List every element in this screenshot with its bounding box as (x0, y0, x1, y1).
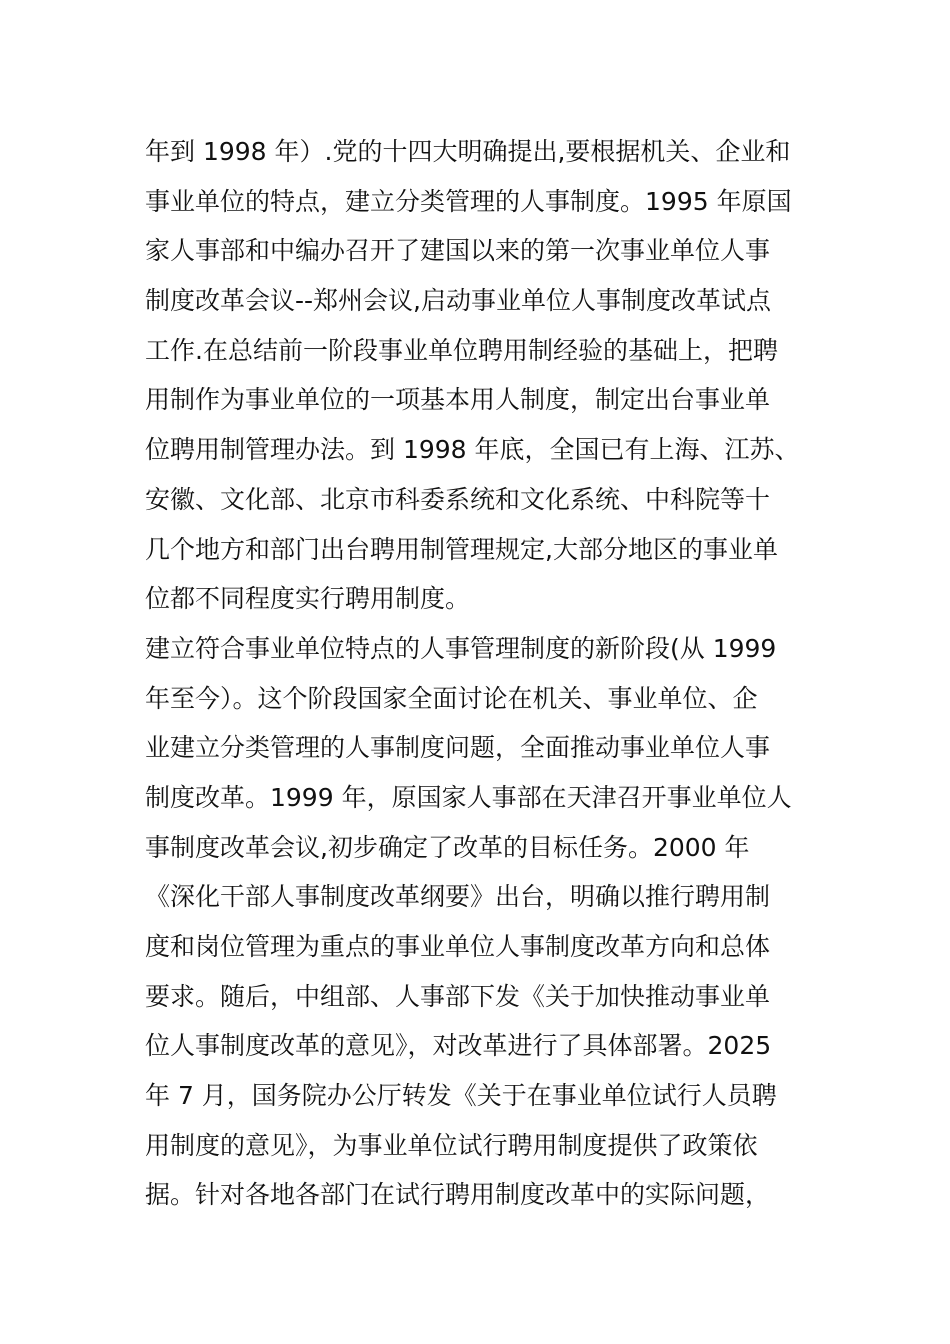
text-line: 几个地方和部门出台聘用制管理规定,大部分地区的事业单 (145, 534, 778, 564)
text-line: 业建立分类管理的人事制度问题，全面推动事业单位人事 (145, 733, 771, 763)
text-line: 事业单位的特点，建立分类管理的人事制度。1995 年原国 (145, 186, 792, 216)
text-line: 位聘用制管理办法。到 1998 年底，全国已有上海、江苏、 (145, 435, 800, 465)
text-line: 据。针对各地各部门在试行聘用制度改革中的实际问题， (145, 1180, 771, 1210)
text-line: 位人事制度改革的意见》，对改革进行了具体部署。2025 (145, 1031, 772, 1061)
body-text (145, 127, 815, 1220)
text-line: 制度改革。1999 年，原国家人事部在天津召开事业单位人 (145, 782, 792, 812)
text-line: 用制度的意见》，为事业单位试行聘用制度提供了政策依 (145, 1130, 758, 1160)
text-line: 制度改革会议--郑州会议,启动事业单位人事制度改革试点 (145, 286, 771, 316)
text-line: 年 7 月，国务院办公厅转发《关于在事业单位试行人员聘 (145, 1081, 777, 1111)
text-line: 安徽、文化部、北京市科委系统和文化系统、中科院等十 (145, 484, 771, 514)
text-line: 事制度改革会议,初步确定了改革的目标任务。2000 年 (145, 832, 750, 862)
text-line: 建立符合事业单位特点的人事管理制度的新阶段(从 1999 (145, 633, 777, 663)
text-line: 度和岗位管理为重点的事业单位人事制度改革方向和总体 (145, 932, 771, 961)
text-line: 位都不同程度实行聘用制度。 (145, 584, 471, 614)
text-line: 年到 1998 年）.党的十四大明确提出,要根据机关、企业和 (145, 137, 791, 166)
text-line: 用制作为事业单位的一项基本用人制度，制定出台事业单 (145, 385, 771, 415)
text-line: 家人事部和中编办召开了建国以来的第一次事业单位人事 (145, 236, 771, 266)
text-line: 《深化干部人事制度改革纲要》出台，明确以推行聘用制 (145, 882, 771, 912)
text-line: 工作.在总结前一阶段事业单位聘用制经验的基础上，把聘 (145, 335, 778, 365)
text-line: 年至今）。这个阶段国家全面讨论在机关、事业单位、企 (145, 683, 758, 713)
text-line: 要求。随后，中组部、人事部下发《关于加快推动事业单 (145, 981, 771, 1011)
